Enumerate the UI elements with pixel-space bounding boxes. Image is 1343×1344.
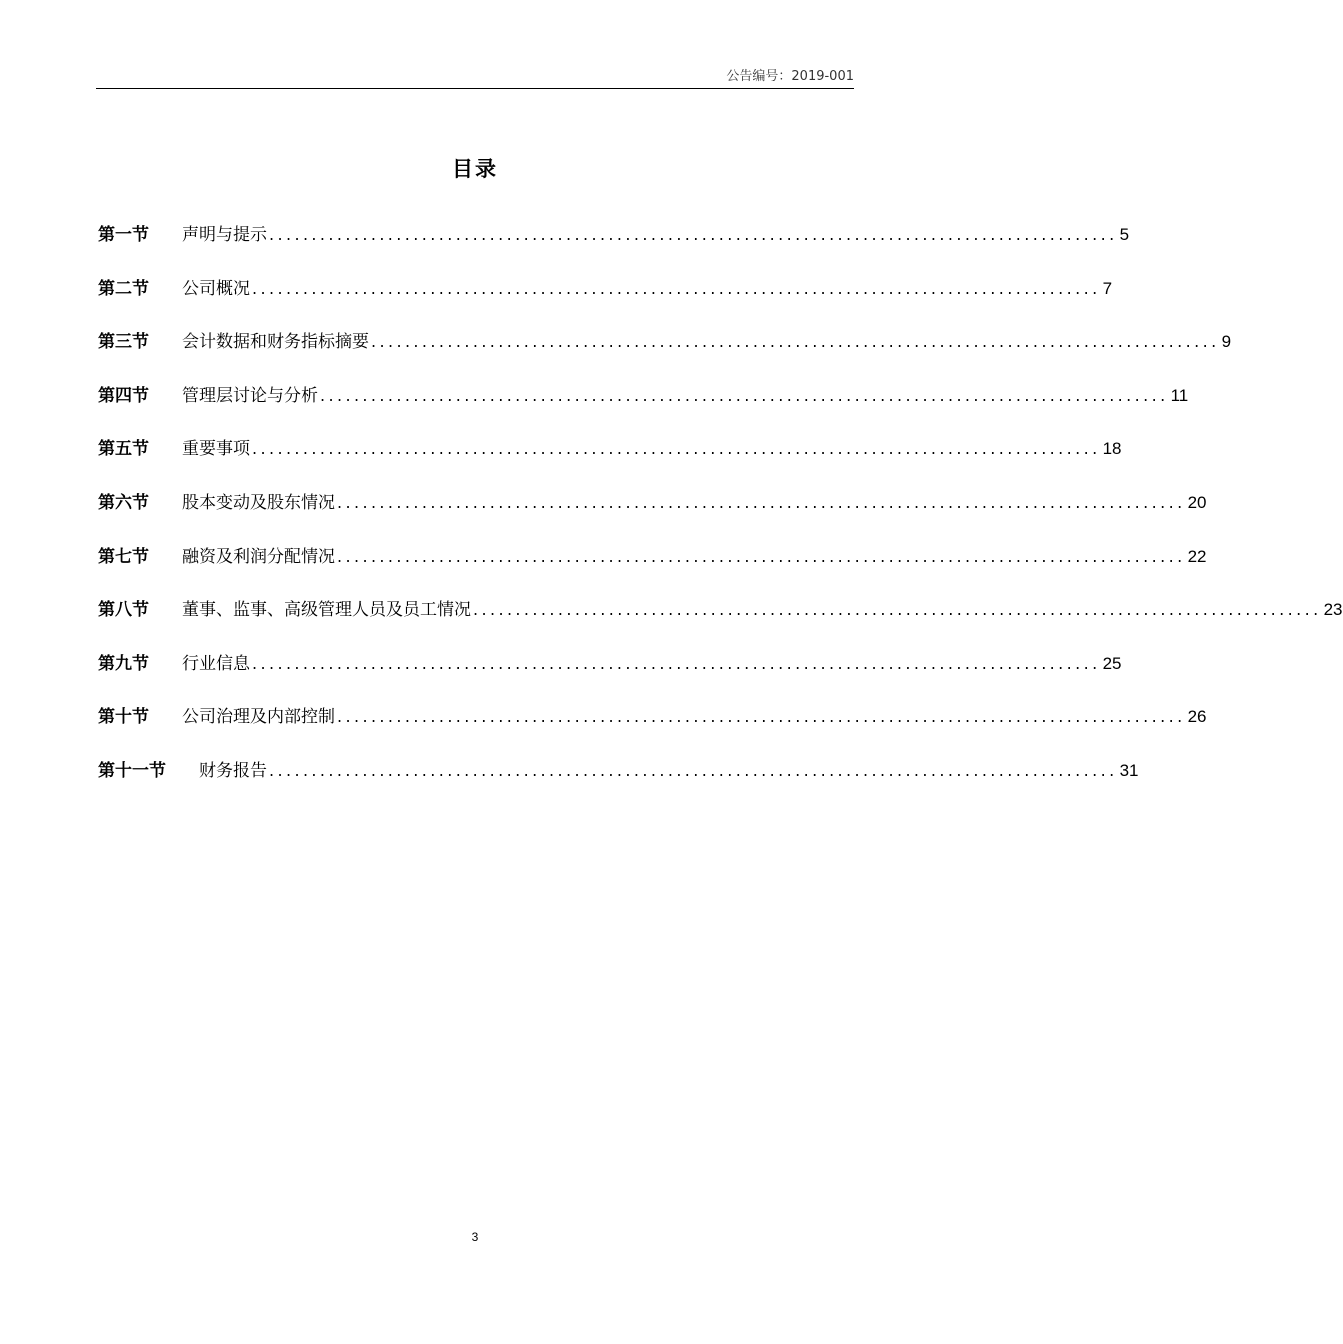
toc-section-number: 第六节 xyxy=(98,492,149,513)
toc-entry[interactable] xyxy=(98,276,1113,330)
toc-dot-leader: .................................................................................................... xyxy=(337,707,1186,727)
toc-section-title: 公司治理及内部控制 xyxy=(182,707,335,728)
toc-section-title: 融资及利润分配情况 xyxy=(182,546,335,567)
toc-dot-leader: .................................................................................................... xyxy=(252,653,1101,673)
toc-section-title: 会计数据和财务指标摘要 xyxy=(182,332,369,353)
announcement-number: 公告编号：2019-001 xyxy=(726,69,854,84)
toc-page-number: 20 xyxy=(1187,492,1207,512)
toc-section-number: 第五节 xyxy=(98,439,149,460)
toc-section-number: 第三节 xyxy=(98,332,149,353)
toc-page-number: 18 xyxy=(1102,439,1122,459)
toc-entry[interactable] xyxy=(98,758,1139,812)
toc-page-number: 5 xyxy=(1119,225,1130,244)
toc-section-number: 第九节 xyxy=(98,653,149,674)
toc-page-number: 26 xyxy=(1187,707,1207,727)
toc-section-number: 第四节 xyxy=(98,385,149,406)
toc-section-number: 第二节 xyxy=(98,278,149,299)
toc-section-title: 重要事项 xyxy=(182,439,250,460)
toc-entry[interactable] xyxy=(98,490,1207,544)
toc-page-number: 31 xyxy=(1119,760,1139,780)
toc-section-number: 第十节 xyxy=(98,707,149,728)
toc-dot-leader: .................................................................................................... xyxy=(269,760,1118,780)
toc-section-title: 财务报告 xyxy=(199,760,267,781)
toc-dot-leader: .................................................................................................... xyxy=(337,492,1186,512)
toc-page-number: 7 xyxy=(1102,278,1113,298)
toc-section-number: 第十一节 xyxy=(98,760,166,781)
toc-section-title: 公司概况 xyxy=(182,278,250,299)
toc-section-title: 行业信息 xyxy=(182,653,250,674)
page-number: 3 xyxy=(471,1230,479,1244)
toc-entry[interactable] xyxy=(98,544,1207,598)
toc-page-number: 23 xyxy=(1323,600,1343,620)
toc-dot-leader: .................................................................................................... xyxy=(320,385,1169,405)
toc-page-number: 22 xyxy=(1187,546,1207,566)
toc-section-title: 董事、监事、高级管理人员及员工情况 xyxy=(182,600,471,621)
toc-title: 目录 xyxy=(452,157,498,181)
toc-section-title: 管理层讨论与分析 xyxy=(182,385,318,406)
toc-dot-leader: .................................................................................................... xyxy=(473,600,1322,620)
toc-entry[interactable] xyxy=(98,651,1122,705)
toc-section-number: 第一节 xyxy=(98,225,149,245)
header-divider xyxy=(96,88,854,89)
toc-entry[interactable] xyxy=(98,383,1189,437)
toc-entry[interactable] xyxy=(98,704,1207,758)
toc-page-number: 9 xyxy=(1221,332,1232,352)
toc-section-title: 股本变动及股东情况 xyxy=(182,492,335,513)
toc-page-number: 25 xyxy=(1102,653,1122,673)
toc-dot-leader: .................................................................................................... xyxy=(337,546,1186,566)
toc-dot-leader: .................................................................................................... xyxy=(252,278,1101,298)
toc-page-number: 11 xyxy=(1170,385,1189,405)
toc-dot-leader: .................................................................................................... xyxy=(252,439,1101,459)
toc-section-number: 第七节 xyxy=(98,546,149,567)
toc-dot-leader: .................................................................................................... xyxy=(269,225,1118,244)
toc-entry[interactable] xyxy=(98,597,1343,651)
toc-dot-leader: .................................................................................................... xyxy=(371,332,1220,352)
toc-entry[interactable] xyxy=(98,436,1122,490)
table-of-contents xyxy=(98,222,1343,812)
toc-entry[interactable] xyxy=(98,329,1232,383)
toc-section-title: 声明与提示 xyxy=(182,225,267,245)
toc-entry[interactable] xyxy=(98,222,1130,276)
toc-section-number: 第八节 xyxy=(98,600,149,621)
